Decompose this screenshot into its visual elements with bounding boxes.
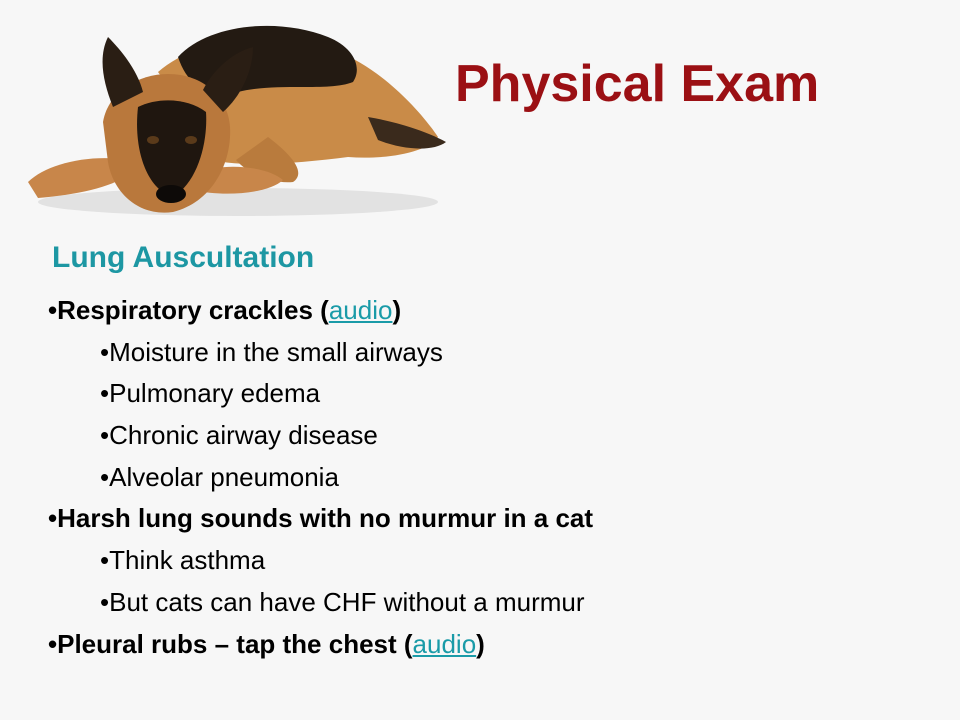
bullet-marker: • [100,336,110,367]
sub-bullet [48,540,928,582]
bullet-list [48,290,928,665]
bullet-text: Moisture in the small airways [109,336,443,367]
sub-bullet [48,373,928,415]
bullet-harsh-lung-sounds [48,498,928,540]
bullet-pleural-rubs [48,624,928,666]
bullet-text: But cats can have CHF without a murmur [109,586,585,617]
bullet-text-suffix: ) [476,628,485,659]
bullet-text: Respiratory crackles ( [57,295,329,325]
bullet-respiratory-crackles [48,290,928,332]
bullet-marker: • [100,545,110,576]
german-shepherd-dog-image [8,12,448,217]
bullet-marker: • [48,628,58,659]
bullet-text-suffix: ) [392,295,402,325]
bullet-marker: • [100,378,110,409]
bullet-marker: • [48,295,58,325]
bullet-text: Alveolar pneumonia [109,461,339,492]
bullet-text: Chronic airway disease [109,420,378,451]
bullet-marker: • [100,461,110,492]
section-heading: Lung Auscultation [52,241,315,274]
slide-title: Physical Exam [455,55,820,113]
sub-bullet [48,582,928,624]
sub-bullet [48,332,928,374]
sub-bullet [48,415,928,457]
bullet-marker: • [100,420,110,451]
sub-bullet [48,457,928,499]
bullet-marker: • [48,503,58,534]
audio-link[interactable]: audio [412,628,477,659]
bullet-text: Pleural rubs – tap the chest ( [57,628,413,659]
audio-link[interactable]: audio [328,295,393,325]
bullet-text: Pulmonary edema [109,378,321,409]
bullet-text: Think asthma [109,545,266,576]
bullet-text: Harsh lung sounds with no murmur in a cat [57,503,594,534]
bullet-marker: • [100,586,110,617]
